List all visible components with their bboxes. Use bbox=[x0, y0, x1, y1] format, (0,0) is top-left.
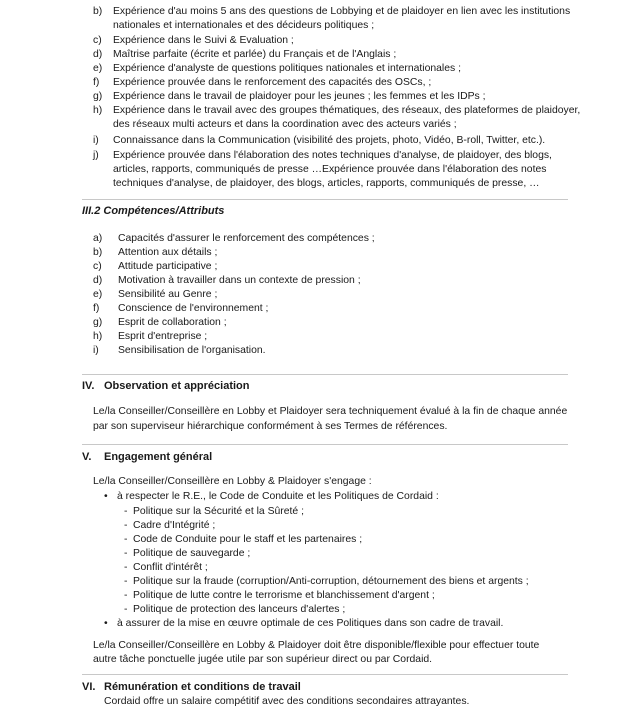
section-separator bbox=[82, 674, 568, 675]
list-item-text: Conscience de l'environnement ; bbox=[118, 303, 269, 314]
list-label: d) bbox=[93, 275, 103, 286]
paragraph-line: Le/la Conseiller/Conseillère en Lobby et Plaidoyer sera techniquement évalué à la fin de chaque année bbox=[93, 406, 568, 417]
list-label: f) bbox=[93, 77, 100, 88]
section-heading-competences: III.2 Compétences/Attributs bbox=[82, 205, 225, 217]
list-label: b) bbox=[93, 6, 103, 17]
list-item-text: Expérience d'analyste de questions politiques nationales et internationales ; bbox=[113, 63, 461, 74]
list-item-text: Expérience dans le travail avec des groupes thématiques, des réseaux, des plateformes de plaidoyer, bbox=[113, 105, 581, 116]
bullet-text: à assurer de la mise en œuvre optimale de ces Politiques dans son cadre de travail. bbox=[117, 618, 504, 629]
list-item-text: techniques d'analyse, de plaidoyer, des blogs, articles, rapports, communiqués de presse, … bbox=[113, 178, 540, 189]
list-label: i) bbox=[93, 135, 99, 146]
list-item-text: Attitude participative ; bbox=[118, 261, 218, 272]
section-heading-remuneration: Rémunération et conditions de travail bbox=[104, 681, 301, 693]
section-number: V. bbox=[82, 451, 92, 463]
section-separator bbox=[82, 374, 568, 375]
list-item-text: Expérience dans le travail de plaidoyer pour les jeunes ; les femmes et les IDPs ; bbox=[113, 91, 486, 102]
list-label: j) bbox=[93, 150, 99, 161]
list-item-text: articles, rapports, communiqués de presse …Expérience prouvée dans l'élaboration des notes bbox=[113, 164, 547, 175]
list-label: h) bbox=[93, 331, 103, 342]
list-item-text: Esprit d'entreprise ; bbox=[118, 331, 208, 342]
policy-item: Politique sur la Sécurité et la Sûreté ; bbox=[133, 506, 304, 517]
list-item-text: Expérience prouvée dans l'élaboration des notes techniques d'analyse, de plaidoyer, des blogs, bbox=[113, 150, 552, 161]
list-label: i) bbox=[93, 345, 99, 356]
list-item-text: Esprit de collaboration ; bbox=[118, 317, 227, 328]
list-item-text: Expérience dans le Suivi & Evaluation ; bbox=[113, 35, 294, 46]
dash-icon: - bbox=[124, 576, 128, 587]
list-item-text: Maîtrise parfaite (écrite et parlée) du Français et de l'Anglais ; bbox=[113, 49, 397, 60]
paragraph-line: par son superviseur hiérarchique conformément à ses Termes de références. bbox=[93, 421, 448, 432]
section-number: IV. bbox=[82, 380, 95, 392]
list-item-text: Sensibilisation de l'organisation. bbox=[118, 345, 266, 356]
dash-icon: - bbox=[124, 534, 128, 545]
dash-icon: - bbox=[124, 562, 128, 573]
list-label: c) bbox=[93, 35, 102, 46]
policy-item: Politique sur la fraude (corruption/Anti-corruption, détournement des biens et argents ; bbox=[133, 576, 529, 587]
dash-icon: - bbox=[124, 506, 128, 517]
list-item-text: nationales et internationales et des décideurs politiques ; bbox=[113, 20, 375, 31]
list-label: e) bbox=[93, 289, 103, 300]
section-heading-engagement: Engagement général bbox=[104, 451, 213, 463]
paragraph-line: Cordaid offre un salaire compétitif avec des conditions secondaires attrayantes. bbox=[104, 696, 470, 707]
policy-item: Cadre d'Intégrité ; bbox=[133, 520, 216, 531]
list-item-text: Capacités d'assurer le renforcement des compétences ; bbox=[118, 233, 375, 244]
dash-icon: - bbox=[124, 604, 128, 615]
bullet-text: à respecter le R.E., le Code de Conduite et les Politiques de Cordaid : bbox=[117, 491, 439, 502]
policy-item: Politique de protection des lanceurs d'alertes ; bbox=[133, 604, 346, 615]
dash-icon: - bbox=[124, 520, 128, 531]
list-label: e) bbox=[93, 63, 103, 74]
list-item-text: Sensibilité au Genre ; bbox=[118, 289, 218, 300]
list-item-text: des réseaux multi acteurs et dans la coordination avec des acteurs variés ; bbox=[113, 119, 457, 130]
bullet-icon: • bbox=[104, 491, 108, 502]
bullet-icon: • bbox=[104, 618, 108, 629]
section-number: VI. bbox=[82, 681, 96, 693]
paragraph-line: Le/la Conseiller/Conseillère en Lobby & Plaidoyer s'engage : bbox=[93, 476, 372, 487]
list-label: c) bbox=[93, 261, 102, 272]
list-label: b) bbox=[93, 247, 103, 258]
list-label: a) bbox=[93, 233, 103, 244]
policy-item: Politique de lutte contre le terrorisme et blanchissement d'argent ; bbox=[133, 590, 435, 601]
dash-icon: - bbox=[124, 548, 128, 559]
paragraph-line: autre tâche ponctuelle jugée utile par son supérieur direct ou par Cordaid. bbox=[93, 654, 433, 665]
section-heading-observation: Observation et appréciation bbox=[104, 380, 250, 392]
policy-item: Code de Conduite pour le staff et les partenaires ; bbox=[133, 534, 363, 545]
list-item-text: Attention aux détails ; bbox=[118, 247, 218, 258]
list-item-text: Expérience prouvée dans le renforcement des capacités des OSCs, ; bbox=[113, 77, 432, 88]
list-label: f) bbox=[93, 303, 100, 314]
list-label: g) bbox=[93, 91, 103, 102]
list-label: h) bbox=[93, 105, 103, 116]
list-label: g) bbox=[93, 317, 103, 328]
section-separator bbox=[82, 199, 568, 200]
list-item-text: Connaissance dans la Communication (visibilité des projets, photo, Vidéo, B-roll, Twitter, etc.). bbox=[113, 135, 546, 146]
policy-item: Conflit d'intérêt ; bbox=[133, 562, 208, 573]
list-item-text: Expérience d'au moins 5 ans des questions de Lobbying et de plaidoyer en lien avec les institutions bbox=[113, 6, 571, 17]
section-separator bbox=[82, 444, 568, 445]
policy-item: Politique de sauvegarde ; bbox=[133, 548, 251, 559]
list-label: d) bbox=[93, 49, 103, 60]
list-item-text: Motivation à travailler dans un contexte de pression ; bbox=[118, 275, 361, 286]
paragraph-line: Le/la Conseiller/Conseillère en Lobby & Plaidoyer doit être disponible/flexible pour effectuer toute bbox=[93, 640, 540, 651]
dash-icon: - bbox=[124, 590, 128, 601]
